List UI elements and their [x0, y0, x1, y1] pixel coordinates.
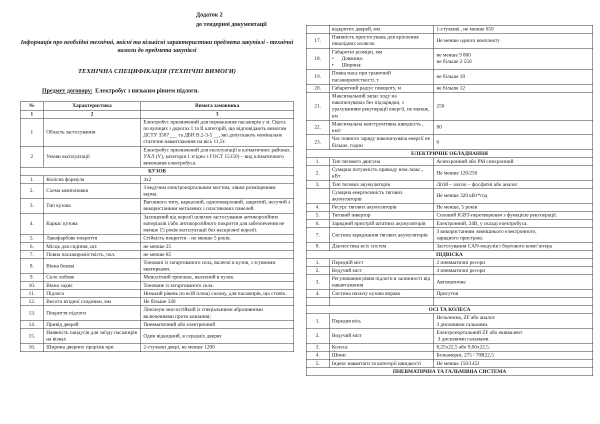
requirement-cell: З використанням зовнішнього електронного, зарядного пристрою.	[434, 228, 593, 243]
row-number-cell: 2.	[306, 267, 329, 275]
requirement-cell: Асинхронний або PM синхронний	[434, 158, 593, 166]
requirement-cell: Літій – залізо – фосфатні або аналог	[434, 181, 593, 189]
section-title: ПІДВІСКА	[306, 251, 593, 259]
spec-row	[306, 181, 593, 189]
row-number-cell: 7.	[20, 251, 43, 259]
spec-row	[306, 203, 593, 211]
characteristic-cell	[329, 298, 434, 306]
empty-row	[306, 298, 593, 306]
spec-row	[306, 351, 593, 359]
characteristic-cell: Ведучий міст	[329, 329, 434, 344]
spec-row	[20, 234, 294, 242]
spec-row	[20, 198, 294, 213]
characteristic-cell: Зарядний пристрій штатних акумуляторів	[329, 220, 434, 228]
requirement-cell: 2 пневматичні ресори	[434, 259, 593, 267]
row-number-cell: 23.	[306, 135, 329, 150]
row-number-cell: 20.	[306, 84, 329, 92]
requirement-cell: Тоновані із загартованого скла, вклеєні в кузов, з зсувними кватирками.	[141, 259, 294, 274]
row-number-cell: 4.	[306, 351, 329, 359]
spec-row	[20, 213, 294, 234]
spec-row	[306, 189, 593, 204]
row-number-cell: 2.	[306, 166, 329, 181]
row-number-cell	[306, 189, 329, 204]
characteristic-cell: Сумарна потужність приводу ном./макс., кВт	[329, 166, 434, 181]
characteristic-cell: Висота вхідної сходинки, мм	[43, 298, 140, 306]
requirement-cell: 4 пневматичні ресори	[434, 267, 593, 275]
spec-row	[20, 329, 294, 344]
row-number-cell: 1.	[306, 259, 329, 267]
row-number-cell: 17.	[306, 33, 329, 48]
characteristic-cell: Максимальна конструктивна швидкість , км/г	[329, 120, 434, 135]
spec-row	[306, 360, 593, 368]
characteristic-cell: Передній міст	[329, 259, 434, 267]
spec-row	[20, 298, 294, 306]
requirement-cell: не більше 18	[434, 69, 593, 84]
row-number-cell: 6.	[20, 243, 43, 251]
section-header-row	[20, 167, 294, 175]
characteristic-cell: Тип кузова	[43, 198, 140, 213]
characteristic-cell: Каркас кузова	[43, 213, 140, 234]
characteristic-cell: Діагностика всіх систем	[329, 242, 434, 250]
row-number-cell: 14.	[20, 321, 43, 329]
row-number-cell: 7.	[306, 228, 329, 243]
characteristic-cell: Лакофарбове покриття	[43, 234, 140, 242]
row-number-cell: 4.	[306, 290, 329, 298]
characteristic-cell: Скло лобове	[43, 273, 140, 281]
characteristic-cell: Індекс навантаги та категорії швидкості	[329, 360, 434, 368]
section-title: КУЗОВ	[20, 167, 294, 175]
section-header-row	[306, 306, 593, 314]
spec-row	[20, 259, 294, 274]
spec-row	[20, 118, 294, 146]
technical-spec-table-left	[20, 102, 294, 352]
requirement-cell: Силовий IGBT-перетворювач з функцією рекуперації.	[434, 211, 593, 219]
requirement-cell: Електропортальний ZF або еквівалент З дисковими гальмами.	[434, 329, 593, 344]
column-header: №	[20, 102, 43, 110]
row-number-cell: 1.	[306, 314, 329, 329]
requirement-cell: 250	[434, 92, 593, 120]
table-header-row	[20, 102, 294, 110]
spec-row	[306, 84, 593, 92]
characteristic-cell: Колеса	[329, 343, 434, 351]
spec-row	[20, 273, 294, 281]
requirement-cell: не менше 25	[141, 243, 294, 251]
characteristic-cell: Сумарна енергоємність тягових акумуляторів	[329, 189, 434, 204]
spec-row	[20, 146, 294, 167]
characteristic-cell: Наявність пандусів для заїзду пасажирів на візках	[43, 329, 140, 344]
column-header: Вимога замовника	[141, 102, 294, 110]
requirement-cell: Стійкість покриття – не менше 5 років.	[141, 234, 294, 242]
characteristic-cell: відкритих дверей, мм	[329, 25, 434, 33]
spec-row	[306, 69, 593, 84]
characteristic-cell: Схема компоновки	[43, 184, 140, 199]
row-number-cell: 6.	[306, 220, 329, 228]
requirement-cell: 2-стулкові двері, не менше 1200	[141, 343, 294, 351]
spec-row	[20, 282, 294, 290]
spec-row	[306, 290, 593, 298]
intro-paragraph: Інформація про необхідні технічні, якісні та кількісні характеристики предмета закупівлі - технічні вимоги до предмета закупівлі	[20, 38, 294, 54]
characteristic-cell: Шини	[329, 351, 434, 359]
requirement-cell: Вагонного типу, каркасний, одноповерховий, закритий, несучий з використанням металевих і пластикових панелей.	[141, 198, 294, 213]
row-number-cell: 13.	[20, 306, 43, 321]
characteristic-cell: Наявність пристосувань для кріплення інвалідних колясок	[329, 33, 434, 48]
row-number-cell: 8.	[306, 242, 329, 250]
row-number-cell: 10.	[20, 282, 43, 290]
requirement-cell: З ведучим електропортальним мостом, лівим розміщенням керма.	[141, 184, 294, 199]
characteristic-cell: Покриття підлоги	[43, 306, 140, 321]
row-number-cell: 3.	[306, 181, 329, 189]
characteristic-cell: Повна пасажиромісткість, чол.	[43, 251, 140, 259]
characteristic-cell: Місць для сидіння, шт.	[43, 243, 140, 251]
characteristic-cell: Тип тягового двигуна	[329, 158, 434, 166]
requirement-cell: Не менше одного комплекту	[434, 33, 593, 48]
row-number-cell: 12.	[20, 298, 43, 306]
characteristic-cell: Вікно заднє	[43, 282, 140, 290]
requirement-cell: Не менше 320 кВт*год	[434, 189, 593, 204]
column-index: 1	[20, 110, 43, 118]
spec-row	[306, 120, 593, 135]
characteristic-cell: Колісна формула	[43, 176, 140, 184]
requirement-cell: не менше 9 800 не більше 2 550	[434, 48, 593, 69]
row-number-cell: 21.	[306, 92, 329, 120]
characteristic-cell: Ресурс тягових акумуляторів	[329, 203, 434, 211]
subject-value: Електробус з низьким рівнем підлоги.	[95, 87, 199, 95]
requirement-cell: Застосування CAN-модулів і бортового комп’ютера	[434, 242, 593, 250]
requirement-cell: Присутня	[434, 290, 593, 298]
requirement-cell: Електробус призначений для експлуатації в кліматичних районах. УХЛ (У), категорія 1 згідно з ГОСТ 15150) – вид кліматичного виконання електробуса.	[141, 146, 294, 167]
requirement-cell: 8,25х22,5 або 9,00х22,5.	[434, 343, 593, 351]
row-number-cell: 3.	[20, 198, 43, 213]
characteristic-cell: Умови експлуатації	[43, 146, 140, 167]
page-left	[20, 0, 294, 352]
row-number-cell: 8.	[20, 259, 43, 274]
requirement-cell: Електронний, 24В, у складі електробуса.	[434, 220, 593, 228]
spec-row	[20, 251, 294, 259]
row-number-cell: 2.	[306, 329, 329, 344]
row-number-cell: 11.	[20, 290, 43, 298]
requirement-cell: 6	[434, 135, 593, 150]
spec-row	[306, 211, 593, 219]
characteristic-cell: Передня вісь	[329, 314, 434, 329]
row-number-cell: 4.	[20, 213, 43, 234]
spec-row	[20, 306, 294, 321]
spec-row	[20, 184, 294, 199]
requirement-cell: Електробус призначений для перевезення пасажирів у м. Одеса по вулицях і дорогах І та ІІ категорій, що відповідають вимогам ДСТУ 3587___ та ДБН В.2-3-5 __, які допускають номінальне статичне навантаження на вісь 11,5т.	[141, 118, 294, 146]
spec-row	[306, 166, 593, 181]
row-number-cell: 19.	[306, 69, 329, 84]
characteristic-cell: Регулювання рівня підлоги в залежності від навантаження	[329, 275, 434, 290]
subject-label: Предмет договору:	[42, 87, 93, 95]
spec-row	[306, 314, 593, 329]
section-header-row	[306, 150, 593, 158]
spec-row	[306, 92, 593, 120]
requirement-cell: Низький рівень по всій площі салону, для пасажирів, що стоять.	[141, 290, 294, 298]
row-number-cell: 5.	[306, 360, 329, 368]
characteristic-cell: Габаритний радіус повороту, м	[329, 84, 434, 92]
row-number-cell: 3.	[306, 343, 329, 351]
technical-spec-table-right	[306, 25, 593, 376]
requirement-cell: Пневматичний або електричний	[141, 321, 294, 329]
spec-row	[20, 321, 294, 329]
annex-line-2: до тендерної документації	[196, 20, 267, 28]
requirement-cell: Незалежна, ZF або аналог. З дисковими гальмами.	[434, 314, 593, 329]
spec-row	[306, 158, 593, 166]
section-title: ПНЕВМАТИЧНА ТА ГАЛЬМІВНА СИСТЕМА	[306, 368, 593, 376]
row-number-cell: 15.	[20, 329, 43, 344]
characteristic-cell: Максимальний запас ходу на накопичувачах без підзарядки, з урахуванням рекуперації енергії, не менше, км	[329, 92, 434, 120]
characteristic-cell: Повна маса при граничній пасажиромісткості, т	[329, 69, 434, 84]
characteristic-cell: Підлога	[43, 290, 140, 298]
row-number-cell: 5.	[20, 234, 43, 242]
row-number-cell: 9.	[20, 273, 43, 281]
requirement-cell: Не менше 150/145J	[434, 360, 593, 368]
row-number-cell: 1	[20, 118, 43, 146]
row-number-cell	[306, 298, 329, 306]
spec-row	[306, 48, 593, 69]
spec-row	[306, 343, 593, 351]
spec-row	[20, 343, 294, 351]
characteristic-cell: Ширина дверних прорізів при	[43, 343, 140, 351]
section-header-row	[306, 251, 593, 259]
spec-row	[306, 33, 593, 48]
section-title: ОСІ ТА КОЛЕСА	[306, 306, 593, 314]
requirement-cell: Тоноване із загартованого скла.	[141, 282, 294, 290]
requirement-cell: Безкамерні, 275 / 70R22,5	[434, 351, 593, 359]
characteristic-cell: Область застосування	[43, 118, 140, 146]
requirement-cell: Один відкидний, в середніх дверях	[141, 329, 294, 344]
column-index-row	[20, 110, 294, 118]
requirement-cell: 1-стулкові , не менше 650	[434, 25, 593, 33]
requirement-cell: не менше 85	[141, 251, 294, 259]
spec-row	[306, 228, 593, 243]
row-number-cell: 2.	[20, 184, 43, 199]
page-right	[306, 18, 593, 376]
spec-row	[306, 220, 593, 228]
requirement-cell: Лінолеум зносостійкий із спеціальними абразивними включеннями проти ковзання;	[141, 306, 294, 321]
requirement-cell: Не менше, 5 років	[434, 203, 593, 211]
spec-row	[306, 25, 593, 33]
row-number-cell: 22.	[306, 120, 329, 135]
characteristic-cell: Тип тягових акумуляторів	[329, 181, 434, 189]
annex-line-1: Додаток 2	[196, 11, 223, 18]
spec-row	[306, 242, 593, 250]
characteristic-cell: Габаритні розміри, мм • Довжина: • Ширина:	[329, 48, 434, 69]
spec-row	[20, 290, 294, 298]
requirement-cell: Автоматичне	[434, 275, 593, 290]
characteristic-cell: Час повного заряду накопичувача енергії не більше, годин	[329, 135, 434, 150]
requirement-cell: Захищений від корозії шляхом застосування антикорозійних матеріалів і/або антикорозійного покриття для забезпечення не менше 15 років експлуатації без наскрізної корозії.	[141, 213, 294, 234]
annex-block	[196, 10, 294, 29]
spec-row	[20, 243, 294, 251]
requirement-cell: 4х2	[141, 176, 294, 184]
row-number-cell: 3.	[306, 275, 329, 290]
column-header: Характеристика	[43, 102, 140, 110]
row-number-cell	[306, 25, 329, 33]
spec-row	[306, 259, 593, 267]
section-title: ЕЛЕКТРИЧНЕ ОБЛАДНАННЯ	[306, 150, 593, 158]
requirement-cell: Не більше 340	[141, 298, 294, 306]
characteristic-cell: Тяговий інвертор	[329, 211, 434, 219]
spec-row	[306, 135, 593, 150]
spec-row	[306, 329, 593, 344]
document-title: ТЕХНІЧНА СПЕЦИФІКАЦІЯ (ТЕХНІЧНІ ВИМОГИ)	[78, 67, 236, 75]
requirement-cell: не більше 12	[434, 84, 593, 92]
spec-row	[306, 267, 593, 275]
characteristic-cell: Привід дверей	[43, 321, 140, 329]
requirement-cell: Не менше 120/250	[434, 166, 593, 181]
row-number-cell: 1.	[306, 158, 329, 166]
requirement-cell	[434, 298, 593, 306]
section-header-row	[306, 368, 593, 376]
column-index: 3	[141, 110, 294, 118]
characteristic-cell: Вікна бокові	[43, 259, 140, 274]
subject-line	[20, 87, 294, 95]
row-number-cell: 16.	[20, 343, 43, 351]
row-number-cell: 18.	[306, 48, 329, 69]
row-number-cell: 4.	[306, 203, 329, 211]
requirement-cell: 80	[434, 120, 593, 135]
row-number-cell: 5.	[306, 211, 329, 219]
row-number-cell: 2	[20, 146, 43, 167]
row-number-cell: 1.	[20, 176, 43, 184]
requirement-cell: Монолітний триплекс, вклеєний в кузов.	[141, 273, 294, 281]
characteristic-cell: Система нахилу кузова вправо	[329, 290, 434, 298]
characteristic-cell: Ведучий міст	[329, 267, 434, 275]
spec-row	[306, 275, 593, 290]
column-index: 2	[43, 110, 140, 118]
characteristic-cell: Система заряджання тягових акумуляторів	[329, 228, 434, 243]
spec-row	[20, 176, 294, 184]
